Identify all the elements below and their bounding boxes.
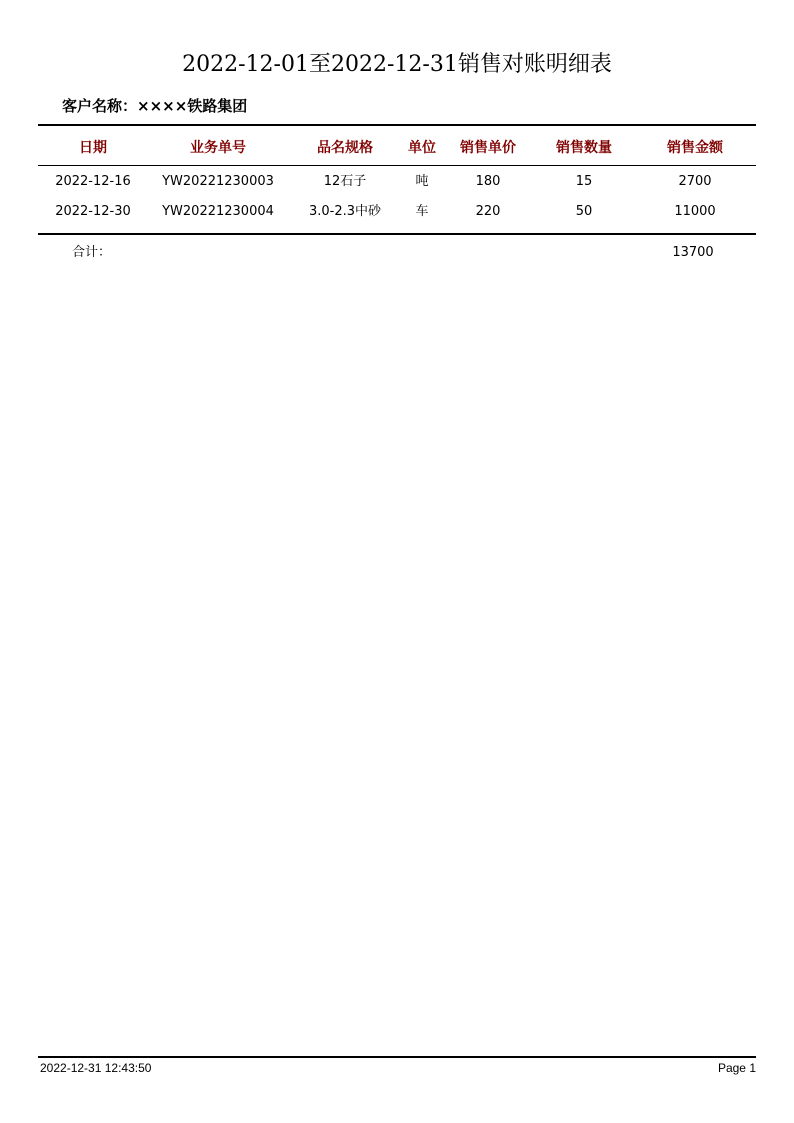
cell-product-spec: 3.0-2.3中砂: [308, 204, 382, 219]
column-header-order-number: 业务单号: [190, 140, 246, 156]
cell-date: 2022-12-16: [55, 174, 131, 189]
cell-amount: 11000: [674, 204, 716, 219]
cell-unit: 吨: [415, 174, 429, 189]
print-timestamp: 2022-12-31 12:43:50: [40, 1061, 152, 1075]
cell-unit-price: 180: [475, 174, 501, 189]
cell-unit: 车: [415, 204, 429, 219]
footer-rule: [38, 1056, 756, 1058]
cell-amount: 2700: [678, 174, 712, 189]
cell-product-spec: 12石子: [323, 174, 367, 189]
column-header-quantity: 销售数量: [556, 140, 612, 156]
cell-unit-price: 220: [475, 204, 501, 219]
table-bottom-rule: [38, 233, 756, 235]
column-header-date: 日期: [79, 140, 107, 156]
table-top-rule: [38, 124, 756, 126]
customer-name: 客户名称：××××铁路集团: [62, 97, 248, 115]
cell-order-number: YW20221230003: [162, 174, 274, 189]
cell-order-number: YW20221230004: [162, 204, 274, 219]
total-label: 合计：: [72, 245, 112, 260]
page-number: Page 1: [717, 1061, 756, 1075]
total-amount: 13700: [672, 245, 714, 260]
report-title: 2022-12-01至2022-12-31销售对账明细表: [182, 52, 612, 77]
cell-date: 2022-12-30: [55, 204, 131, 219]
column-header-unit-price: 销售单价: [460, 140, 516, 156]
cell-quantity: 50: [575, 204, 593, 219]
column-header-product-spec: 品名规格: [317, 140, 373, 156]
table-header-rule: [38, 165, 756, 166]
cell-quantity: 15: [575, 174, 593, 189]
column-header-unit: 单位: [408, 140, 436, 156]
column-header-amount: 销售金额: [667, 140, 723, 156]
